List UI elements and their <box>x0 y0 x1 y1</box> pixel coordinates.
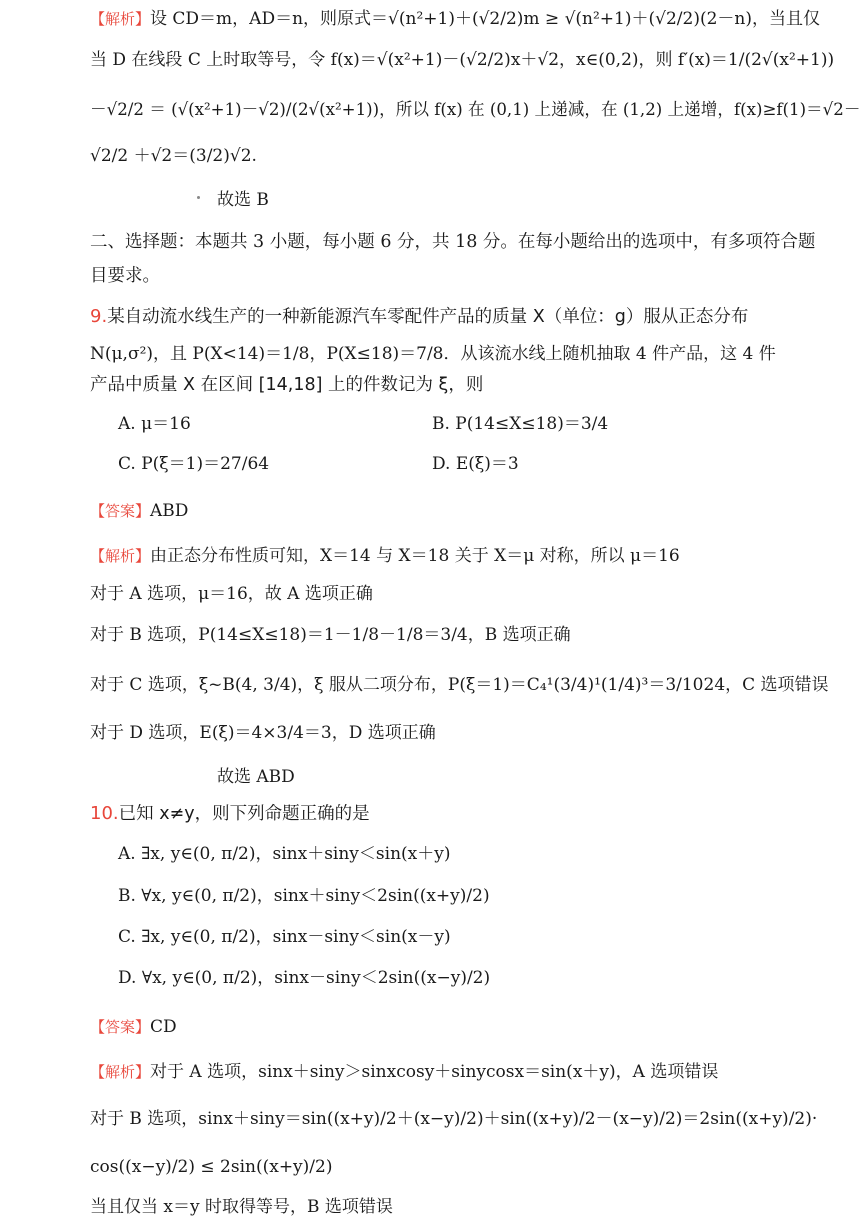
line-text: √2/2 ＋√2＝(3/2)√2. <box>90 146 257 166</box>
option-text: A. ∃x, y∈(0, π/2)，sinx＋siny＜sin(x＋y) <box>118 844 451 864</box>
section-heading-line-1 <box>90 231 815 253</box>
q10-analysis-line-4 <box>90 1196 393 1218</box>
answer-tag: 【答案】 <box>90 1018 151 1036</box>
analysis-8-line-2 <box>90 49 834 71</box>
q9-option-a <box>118 413 191 435</box>
option-text: B. ∀x, y∈(0, π/2)，sinx＋siny＜2sin((x+y)/2) <box>118 886 490 906</box>
question-number: 9. <box>90 306 108 327</box>
line-text: CD <box>150 1017 177 1037</box>
line-text: 故选 ABD <box>217 767 295 787</box>
line-text: 已知 x≠y，则下列命题正确的是 <box>118 804 370 824</box>
analysis-tag: 【解析】 <box>90 1063 151 1081</box>
q9-analysis-line-2 <box>90 583 373 605</box>
q9-option-d <box>432 453 519 475</box>
dot-mark <box>197 196 200 199</box>
line-text: N(μ,σ²)，且 P(X<14)＝1/8，P(X≤18)＝7/8．从该流水线上随机抽取 4 件产品，这 4 件 <box>90 344 776 364</box>
q9-analysis-line-4 <box>90 674 829 696</box>
q9-analysis-line-5 <box>90 722 436 744</box>
option-text: C. ∃x, y∈(0, π/2)，sinx－siny＜sin(x－y) <box>118 927 451 947</box>
question-9-stem-line-1 <box>90 306 748 328</box>
q10-analysis-line-1 <box>90 1061 718 1083</box>
section-heading-line-2 <box>90 265 160 287</box>
line-text: 目要求。 <box>90 266 160 286</box>
analysis-tag: 【解析】 <box>90 547 151 565</box>
analysis-8-line-4 <box>90 145 257 167</box>
line-text: 对于 A 选项，sinx＋siny＞sinxcosy＋sinycosx＝sin(x＋y)，A 选项错误 <box>150 1062 719 1082</box>
line-text: cos((x−y)/2) ≤ 2sin((x+y)/2) <box>90 1157 333 1177</box>
line-text: 对于 C 选项，ξ~B(4, 3/4)，ξ 服从二项分布，P(ξ＝1)＝C₄¹(3/4)¹(1/4)³＝3/1024，C 选项错误 <box>90 675 829 695</box>
q10-option-d <box>118 967 490 989</box>
line-text: ABD <box>150 501 189 521</box>
q9-option-c <box>118 453 269 475</box>
q9-analysis-line-3 <box>90 624 571 646</box>
q10-analysis-line-2 <box>90 1108 817 1130</box>
line-text: 设 CD＝m，AD＝n，则原式＝√(n²+1)＋(√2/2)m ≥ √(n²+1)＋(√2/2)(2－n)，当且仅 <box>150 9 820 29</box>
q9-answer-choice <box>217 766 295 788</box>
line-text: 对于 B 选项，sinx＋siny＝sin((x+y)/2＋(x−y)/2)＋sin((x+y)/2－(x−y)/2)＝2sin((x+y)/2)· <box>90 1109 818 1129</box>
question-9-stem-line-2 <box>90 343 776 365</box>
q10-option-b <box>118 885 490 907</box>
answer-choice-8 <box>217 189 269 211</box>
q10-answer <box>90 1016 177 1038</box>
question-number: 10. <box>90 803 119 824</box>
line-text: 二、选择题：本题共 3 小题，每小题 6 分，共 18 分。在每小题给出的选项中，有多项符合题 <box>90 232 816 252</box>
line-text: 当 D 在线段 C 上时取等号，令 f(x)＝√(x²+1)－(√2/2)x＋√2，x∈(0,2)，则 f′(x)＝1/(2√(x²+1)) <box>90 50 835 70</box>
line-text: 产品中质量 X 在区间 [14,18] 上的件数记为 ξ，则 <box>90 375 484 395</box>
line-text: 对于 D 选项，E(ξ)＝4×3/4＝3，D 选项正确 <box>90 723 436 743</box>
q9-answer <box>90 500 188 522</box>
option-text: B. P(14≤X≤18)＝3/4 <box>432 414 609 434</box>
line-text: 故选 B <box>217 190 269 210</box>
q10-option-a <box>118 843 450 865</box>
option-text: D. ∀x, y∈(0, π/2)，sinx－siny＜2sin((x−y)/2) <box>118 968 491 988</box>
question-9-stem-line-3 <box>90 374 483 396</box>
q9-option-b <box>432 413 608 435</box>
line-text: －√2/2 ＝ (√(x²+1)－√2)/(2√(x²+1))，所以 f(x) 在 (0,1) 上递减，在 (1,2) 上递增，f(x)≥f(1)＝√2－ <box>90 100 861 120</box>
question-10-stem <box>90 803 370 825</box>
option-text: C. P(ξ＝1)＝27/64 <box>118 454 270 474</box>
line-text: 某自动流水线生产的一种新能源汽车零配件产品的质量 X（单位：g）服从正态分布 <box>107 307 749 327</box>
q9-analysis-line-1 <box>90 545 680 567</box>
line-text: 对于 B 选项，P(14≤X≤18)＝1－1/8－1/8＝3/4，B 选项正确 <box>90 625 571 645</box>
line-text: 对于 A 选项，μ＝16，故 A 选项正确 <box>90 584 373 604</box>
line-text: 当且仅当 x＝y 时取得等号，B 选项错误 <box>90 1197 393 1217</box>
option-text: D. E(ξ)＝3 <box>432 454 519 474</box>
line-text: 由正态分布性质可知，X＝14 与 X＝18 关于 X＝μ 对称，所以 μ＝16 <box>150 546 680 566</box>
answer-tag: 【答案】 <box>90 502 151 520</box>
q10-analysis-line-3 <box>90 1156 332 1178</box>
q10-option-c <box>118 926 451 948</box>
option-text: A. μ＝16 <box>118 414 191 434</box>
analysis-8-line-1 <box>90 8 820 30</box>
analysis-8-line-3 <box>90 99 860 121</box>
analysis-tag: 【解析】 <box>90 10 151 28</box>
